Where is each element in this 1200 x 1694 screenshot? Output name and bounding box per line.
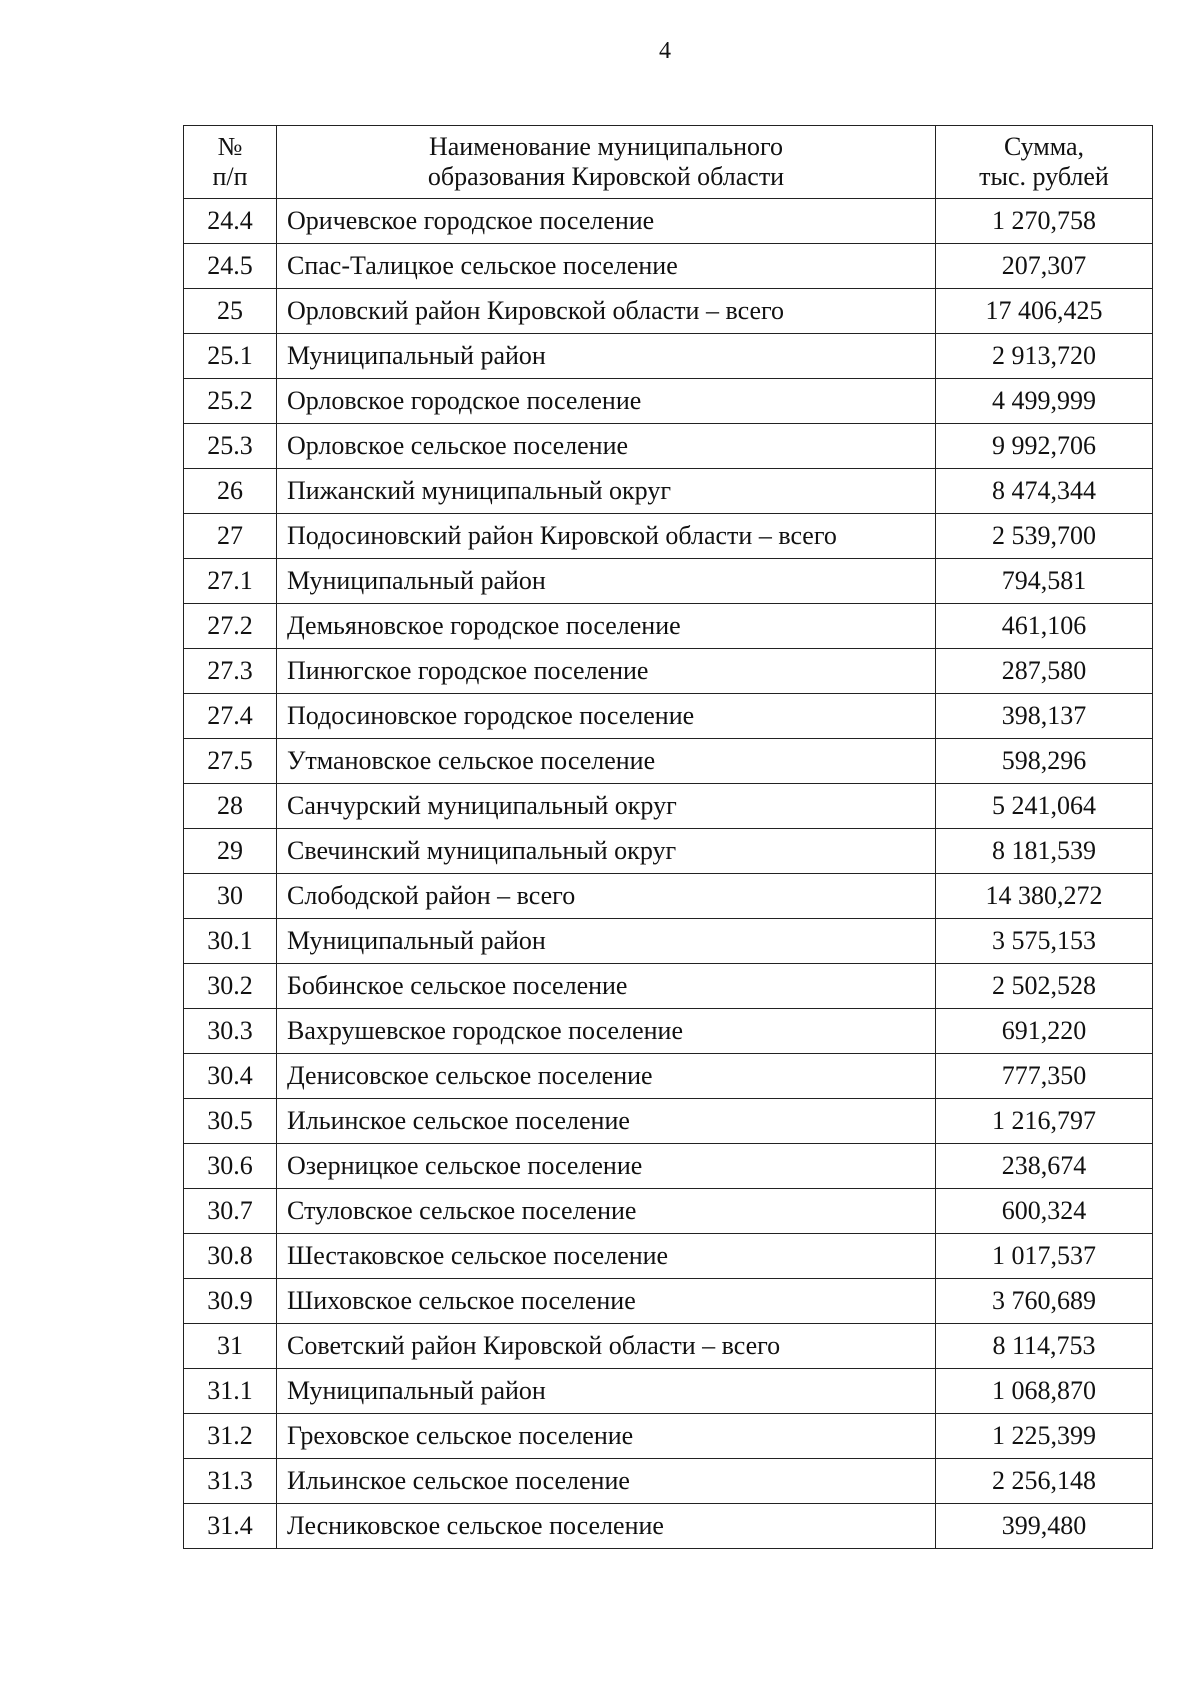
municipality-name: Муниципальный район	[277, 559, 936, 604]
amount: 2 913,720	[936, 334, 1153, 379]
municipality-name: Озерницкое сельское поселение	[277, 1144, 936, 1189]
amount: 207,307	[936, 244, 1153, 289]
header-sum-line-2: тыс. рублей	[979, 162, 1109, 191]
municipality-name: Орловский район Кировской области – всего	[277, 289, 936, 334]
amount: 1 225,399	[936, 1414, 1153, 1459]
row-number: 30	[184, 874, 277, 919]
header-sum	[936, 126, 1153, 199]
row-number: 27.2	[184, 604, 277, 649]
table-row	[184, 244, 1153, 289]
allocation-table-container	[183, 125, 1153, 1549]
table-row	[184, 604, 1153, 649]
municipality-name: Спас-Талицкое сельское поселение	[277, 244, 936, 289]
amount: 2 502,528	[936, 964, 1153, 1009]
header-name-line-2: образования Кировской области	[427, 162, 785, 191]
row-number: 28	[184, 784, 277, 829]
table-row	[184, 919, 1153, 964]
amount: 238,674	[936, 1144, 1153, 1189]
page-number: 4	[659, 38, 671, 64]
row-number: 25.3	[184, 424, 277, 469]
table-row	[184, 1144, 1153, 1189]
row-number: 29	[184, 829, 277, 874]
table-row	[184, 469, 1153, 514]
amount: 1 216,797	[936, 1099, 1153, 1144]
row-number: 24.4	[184, 199, 277, 244]
amount: 3 760,689	[936, 1279, 1153, 1324]
municipality-name: Муниципальный район	[277, 919, 936, 964]
municipality-name: Оричевское городское поселение	[277, 199, 936, 244]
row-number: 30.7	[184, 1189, 277, 1234]
table-row	[184, 1279, 1153, 1324]
municipality-name: Шиховское сельское поселение	[277, 1279, 936, 1324]
table-row	[184, 1054, 1153, 1099]
table-row	[184, 424, 1153, 469]
header-num-line-1: №	[217, 132, 243, 161]
amount: 1 270,758	[936, 199, 1153, 244]
municipality-name: Подосиновское городское поселение	[277, 694, 936, 739]
amount: 8 181,539	[936, 829, 1153, 874]
table-row	[184, 199, 1153, 244]
row-number: 27.1	[184, 559, 277, 604]
table-row	[184, 514, 1153, 559]
table-row	[184, 1234, 1153, 1279]
amount: 14 380,272	[936, 874, 1153, 919]
header-row	[184, 126, 1153, 199]
municipality-name: Санчурский муниципальный округ	[277, 784, 936, 829]
header-name-line-1: Наименование муниципального	[428, 132, 784, 161]
row-number: 31.1	[184, 1369, 277, 1414]
amount: 9 992,706	[936, 424, 1153, 469]
header-num	[184, 126, 277, 199]
amount: 777,350	[936, 1054, 1153, 1099]
table-body	[184, 199, 1153, 1549]
municipality-name: Ильинское сельское поселение	[277, 1099, 936, 1144]
row-number: 30.8	[184, 1234, 277, 1279]
municipality-name: Стуловское сельское поселение	[277, 1189, 936, 1234]
amount: 461,106	[936, 604, 1153, 649]
row-number: 26	[184, 469, 277, 514]
amount: 600,324	[936, 1189, 1153, 1234]
municipality-name: Ильинское сельское поселение	[277, 1459, 936, 1504]
header-sum-line-1: Сумма,	[1003, 132, 1085, 161]
row-number: 30.6	[184, 1144, 277, 1189]
table-row	[184, 1414, 1153, 1459]
row-number: 25	[184, 289, 277, 334]
table-row	[184, 1099, 1153, 1144]
municipality-name: Слободской район – всего	[277, 874, 936, 919]
table-row	[184, 964, 1153, 1009]
table-row	[184, 289, 1153, 334]
municipality-name: Муниципальный район	[277, 1369, 936, 1414]
amount: 287,580	[936, 649, 1153, 694]
table-row	[184, 334, 1153, 379]
municipality-name: Греховское сельское поселение	[277, 1414, 936, 1459]
amount: 2 256,148	[936, 1459, 1153, 1504]
table-row	[184, 1324, 1153, 1369]
amount: 4 499,999	[936, 379, 1153, 424]
municipality-name: Орловское сельское поселение	[277, 424, 936, 469]
row-number: 27	[184, 514, 277, 559]
table-row	[184, 559, 1153, 604]
table-row	[184, 1504, 1153, 1549]
municipality-name: Лесниковское сельское поселение	[277, 1504, 936, 1549]
municipality-name: Шестаковское сельское поселение	[277, 1234, 936, 1279]
municipality-name: Бобинское сельское поселение	[277, 964, 936, 1009]
amount: 8 114,753	[936, 1324, 1153, 1369]
amount: 5 241,064	[936, 784, 1153, 829]
row-number: 31.3	[184, 1459, 277, 1504]
amount: 598,296	[936, 739, 1153, 784]
amount: 17 406,425	[936, 289, 1153, 334]
row-number: 27.5	[184, 739, 277, 784]
header-num-line-2: п/п	[212, 162, 248, 191]
row-number: 27.3	[184, 649, 277, 694]
allocation-table	[183, 125, 1153, 1549]
table-row	[184, 874, 1153, 919]
amount: 1 017,537	[936, 1234, 1153, 1279]
municipality-name: Демьяновское городское поселение	[277, 604, 936, 649]
row-number: 25.2	[184, 379, 277, 424]
municipality-name: Пинюгское городское поселение	[277, 649, 936, 694]
amount: 399,480	[936, 1504, 1153, 1549]
row-number: 31.4	[184, 1504, 277, 1549]
table-header	[184, 126, 1153, 199]
amount: 691,220	[936, 1009, 1153, 1054]
table-row	[184, 784, 1153, 829]
table-row	[184, 1009, 1153, 1054]
municipality-name: Пижанский муниципальный округ	[277, 469, 936, 514]
municipality-name: Орловское городское поселение	[277, 379, 936, 424]
row-number: 30.3	[184, 1009, 277, 1054]
row-number: 30.4	[184, 1054, 277, 1099]
municipality-name: Свечинский муниципальный округ	[277, 829, 936, 874]
table-row	[184, 694, 1153, 739]
table-row	[184, 739, 1153, 784]
amount: 2 539,700	[936, 514, 1153, 559]
table-row	[184, 1189, 1153, 1234]
row-number: 31	[184, 1324, 277, 1369]
table-row	[184, 1369, 1153, 1414]
row-number: 30.5	[184, 1099, 277, 1144]
row-number: 24.5	[184, 244, 277, 289]
amount: 794,581	[936, 559, 1153, 604]
row-number: 25.1	[184, 334, 277, 379]
amount: 8 474,344	[936, 469, 1153, 514]
municipality-name: Денисовское сельское поселение	[277, 1054, 936, 1099]
row-number: 30.9	[184, 1279, 277, 1324]
row-number: 27.4	[184, 694, 277, 739]
row-number: 30.1	[184, 919, 277, 964]
row-number: 30.2	[184, 964, 277, 1009]
municipality-name: Вахрушевское городское поселение	[277, 1009, 936, 1054]
row-number: 31.2	[184, 1414, 277, 1459]
header-name	[277, 126, 936, 199]
municipality-name: Муниципальный район	[277, 334, 936, 379]
amount: 1 068,870	[936, 1369, 1153, 1414]
table-row	[184, 379, 1153, 424]
amount: 398,137	[936, 694, 1153, 739]
municipality-name: Советский район Кировской области – всего	[277, 1324, 936, 1369]
municipality-name: Подосиновский район Кировской области – всего	[277, 514, 936, 559]
table-row	[184, 829, 1153, 874]
table-row	[184, 1459, 1153, 1504]
municipality-name: Утмановское сельское поселение	[277, 739, 936, 784]
amount: 3 575,153	[936, 919, 1153, 964]
table-row	[184, 649, 1153, 694]
